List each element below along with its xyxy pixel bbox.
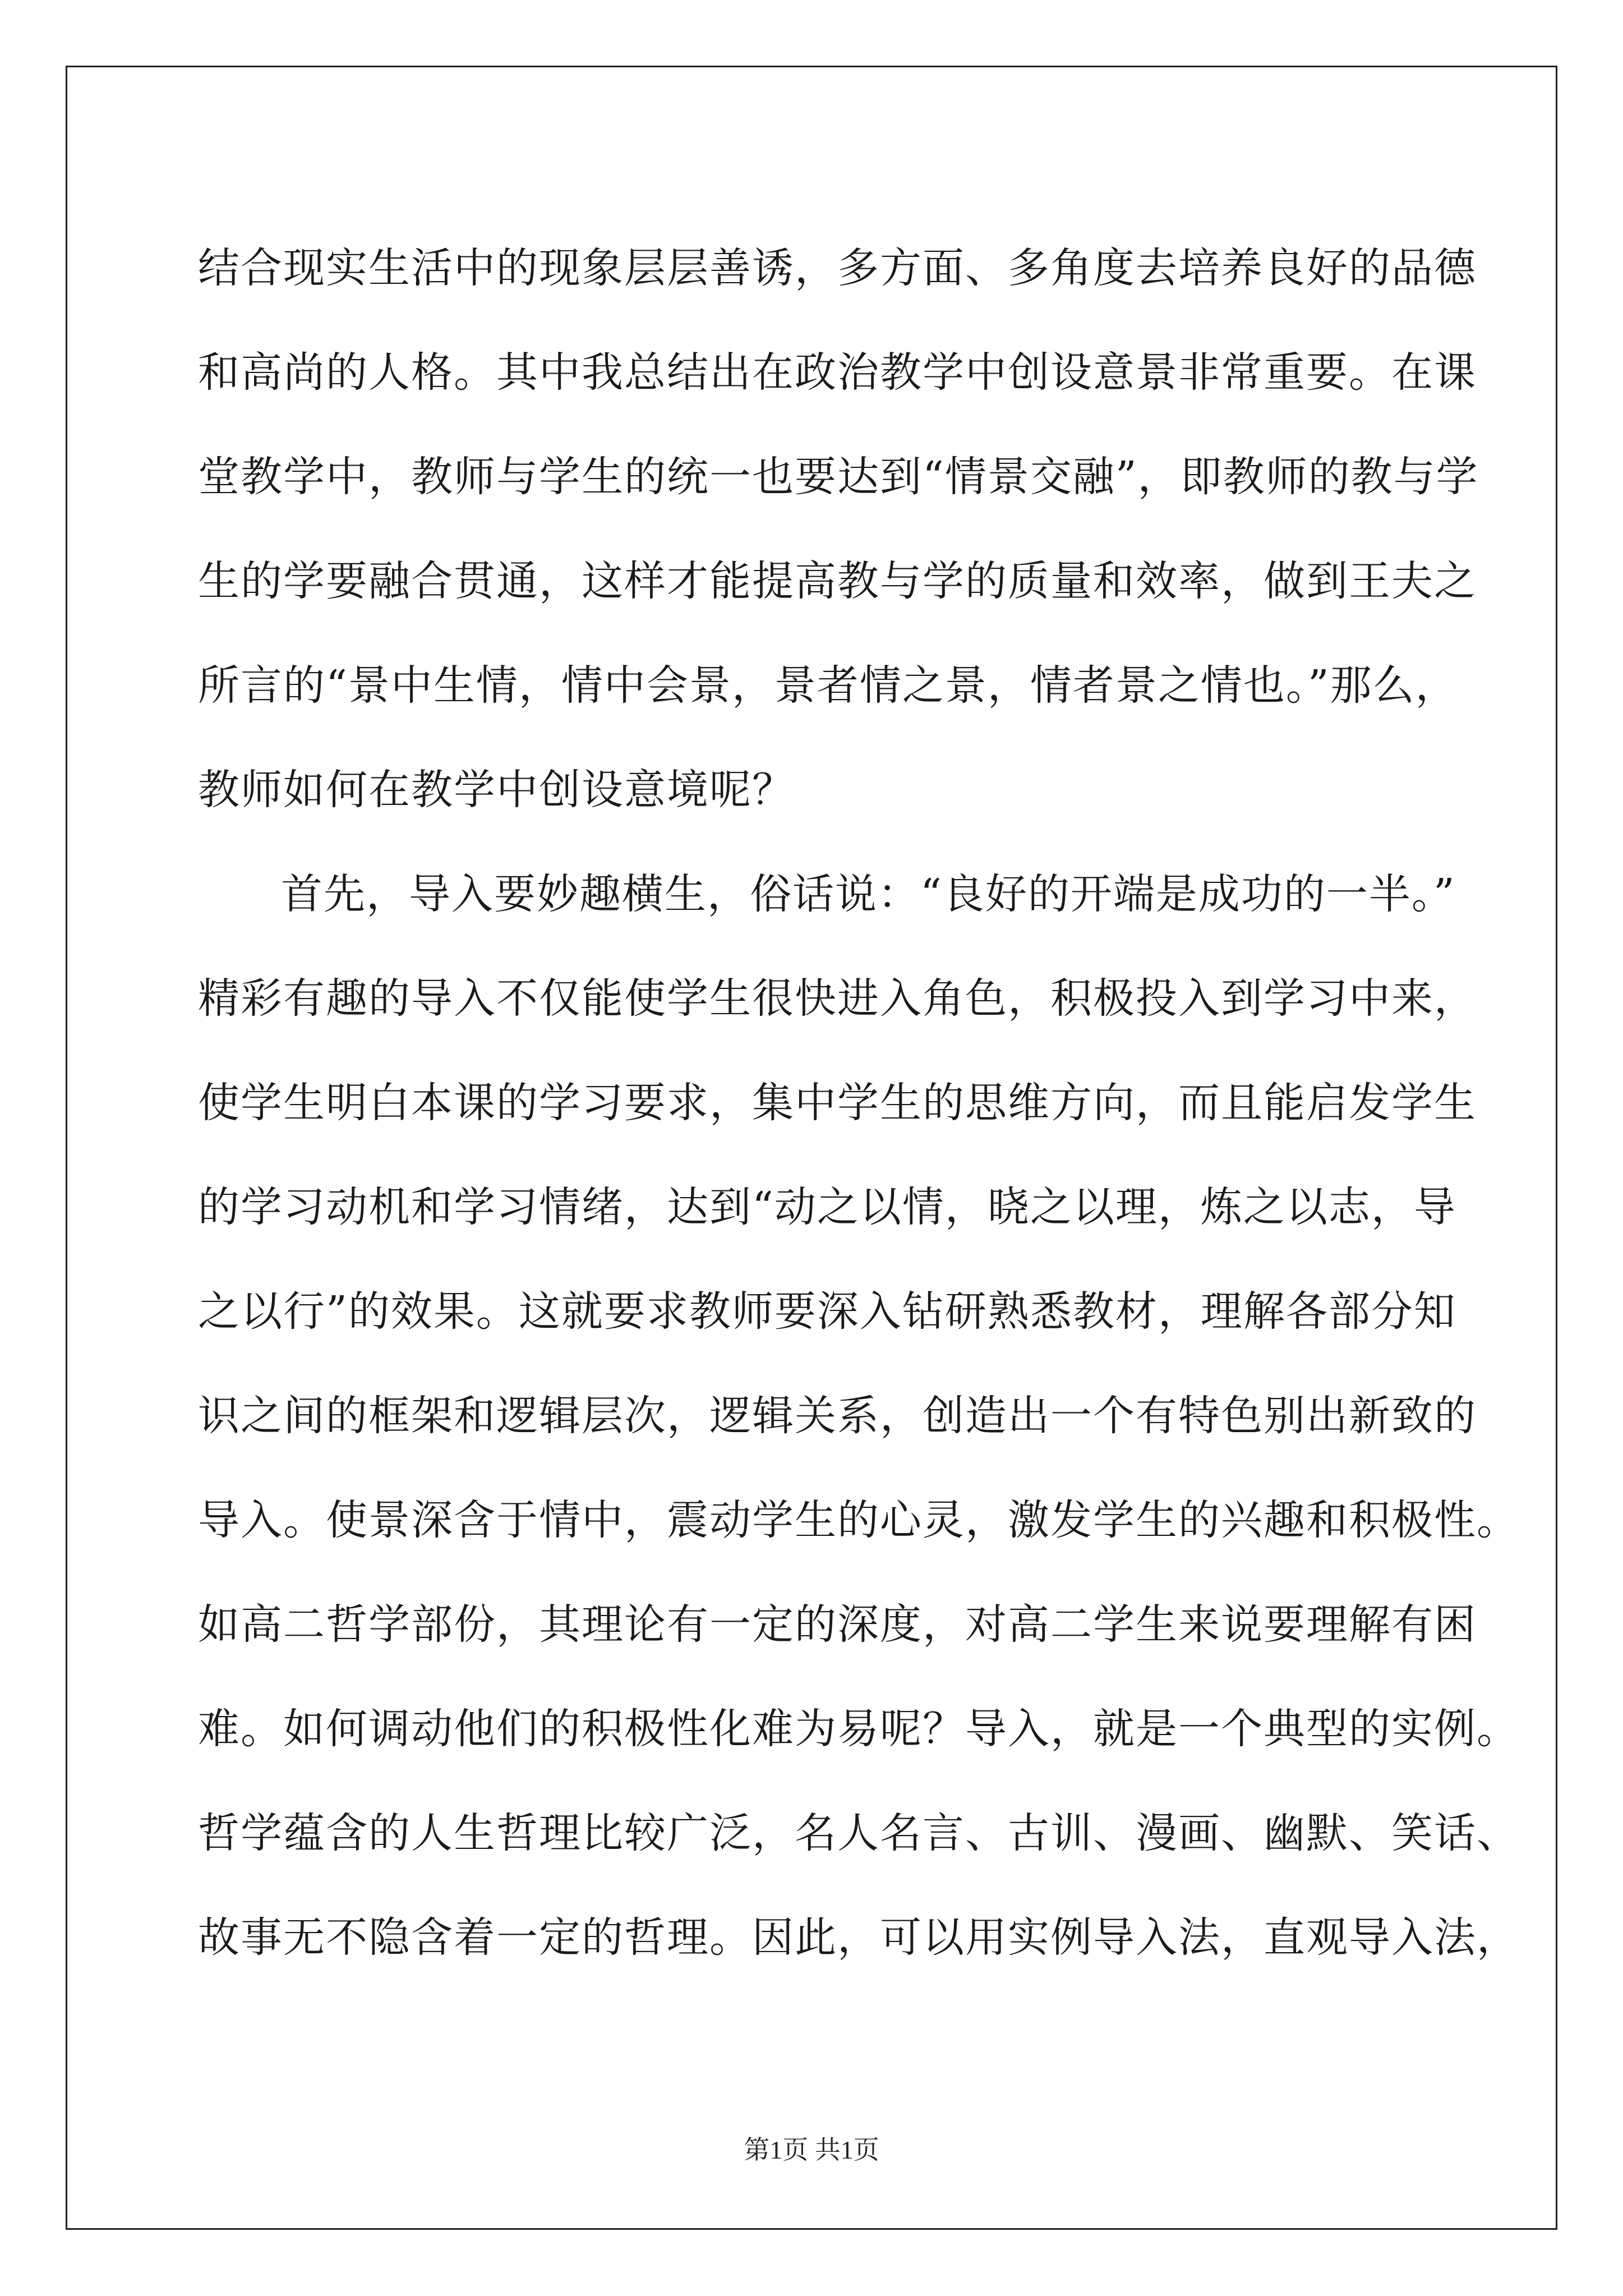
text-line: 精彩有趣的导入不仅能使学生很快进入角色，积极投入到学习中来， bbox=[198, 974, 1477, 1023]
text-line: 如高二哲学部份，其理论有一定的深度，对高二学生来说要理解有困 bbox=[198, 1600, 1477, 1649]
text-line: 教师如何在教学中创设意境呢？ bbox=[198, 766, 795, 814]
text-line: 堂教学中，教师与学生的统一也要达到“情景交融”，即教师的教与学 bbox=[198, 453, 1479, 501]
text-line: 识之间的框架和逻辑层次，逻辑关系，创造出一个有特色别出新致的 bbox=[198, 1392, 1477, 1440]
text-line: 和高尚的人格。其中我总结出在政治教学中创设意景非常重要。在课 bbox=[198, 348, 1477, 397]
text-line: 的学习动机和学习情绪，达到“动之以情，晓之以理，炼之以志，导 bbox=[198, 1183, 1456, 1231]
text-line: 哲学蕴含的人生哲理比较广泛，名人名言、古训、漫画、幽默、笑话、 bbox=[198, 1809, 1519, 1857]
page-number-footer: 第1页 共1页 bbox=[744, 2136, 879, 2164]
text-line: 使学生明白本课的学习要求，集中学生的思维方向，而且能启发学生 bbox=[198, 1079, 1477, 1127]
text-line: 难。如何调动他们的积极性化难为易呢？导入，就是一个典型的实例。 bbox=[198, 1705, 1519, 1753]
text-line: 结合现实生活中的现象层层善诱，多方面、多角度去培养良好的品德 bbox=[198, 244, 1477, 292]
text-line: 导入。使景深含于情中，震动学生的心灵，激发学生的兴趣和积极性。 bbox=[198, 1496, 1519, 1544]
text-line: 生的学要融合贯通，这样才能提高教与学的质量和效率，做到王夫之 bbox=[198, 557, 1477, 605]
text-line: 之以行”的效果。这就要求教师要深入钻研熟悉教材，理解各部分知 bbox=[198, 1287, 1456, 1336]
text-line: 故事无不隐含着一定的哲理。因此，可以用实例导入法，直观导入法， bbox=[198, 1913, 1519, 1962]
text-line: 所言的“景中生情，情中会景，景者情之景，情者景之情也。”那么， bbox=[198, 661, 1458, 710]
document-body bbox=[198, 216, 1519, 1990]
paragraph-first-line: 首先，导入要妙趣横生，俗话说：“良好的开端是成功的一半。” bbox=[281, 870, 1456, 918]
